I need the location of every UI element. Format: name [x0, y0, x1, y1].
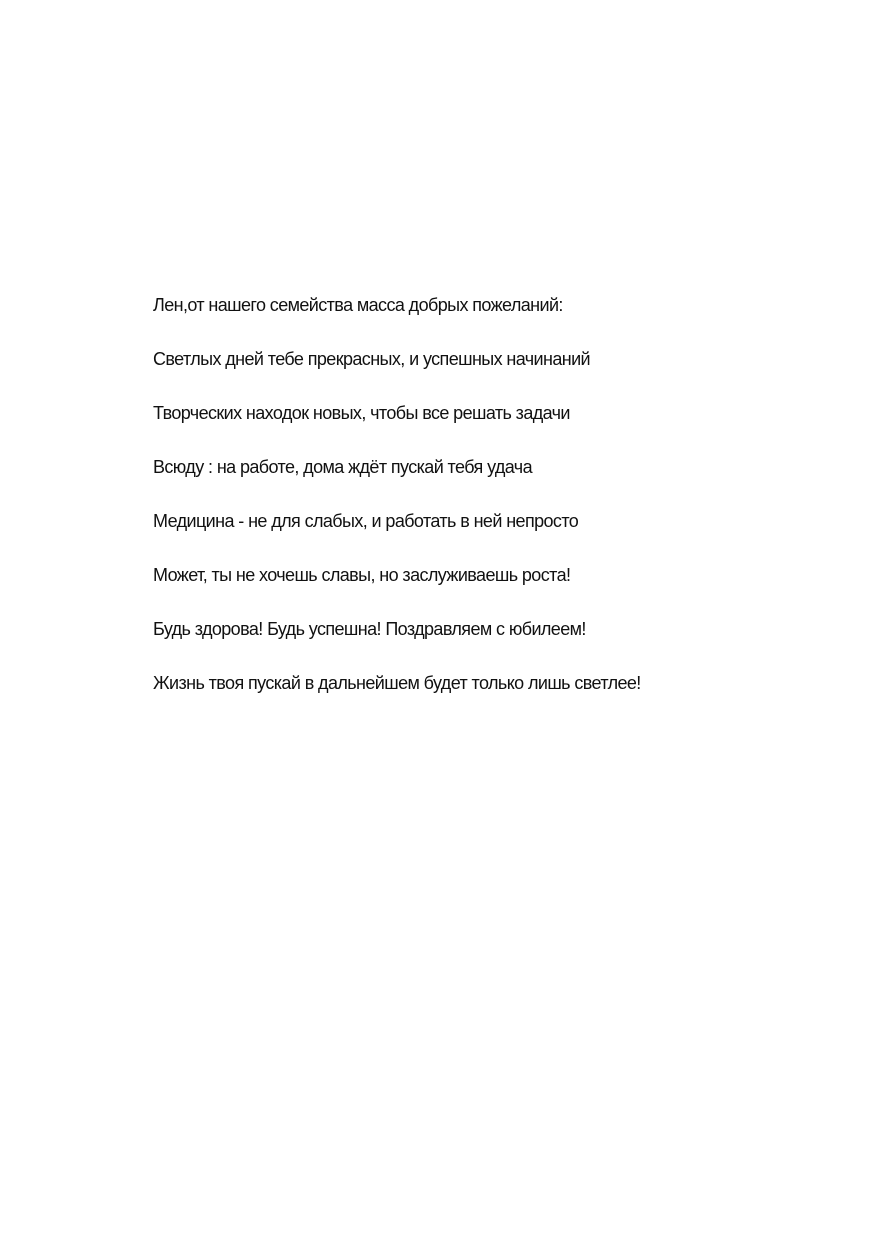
- poem-text: [153, 290, 853, 722]
- poem-line-8: Жизнь твоя пускай в дальнейшем будет только лишь светлее!: [153, 673, 641, 693]
- poem-line-4: Всюду : на работе, дома ждёт пускай тебя удача: [153, 457, 532, 477]
- poem-line-3: Творческих находок новых, чтобы все решать задачи: [153, 403, 570, 423]
- poem-line-7: Будь здорова! Будь успешна! Поздравляем с юбилеем!: [153, 619, 586, 639]
- poem-line-2: Светлых дней тебе прекрасных, и успешных начинаний: [153, 349, 591, 369]
- poem-line-1: Лен,от нашего семейства масса добрых пожеланий:: [153, 295, 563, 315]
- poem-line-5: Медицина - не для слабых, и работать в ней непросто: [153, 511, 579, 531]
- poem-line-6: Может, ты не хочешь славы, но заслуживаешь роста!: [153, 565, 571, 585]
